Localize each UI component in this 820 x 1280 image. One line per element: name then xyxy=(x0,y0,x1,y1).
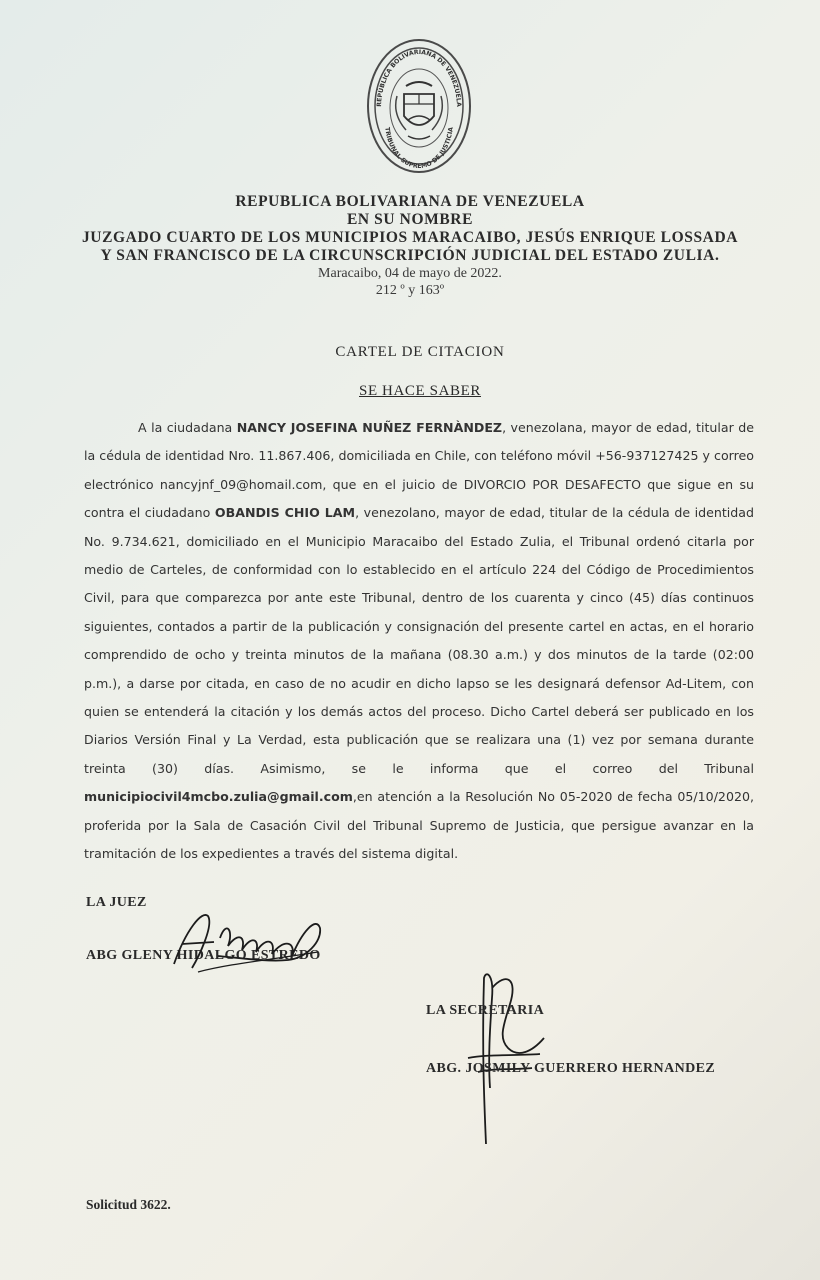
header-years: 212 º y 163º xyxy=(375,283,445,298)
plaintiff-name: OBANDIS CHIO LAM xyxy=(214,505,356,521)
document-header xyxy=(40,193,780,299)
court-email: municipiocivil4mcbo.zulia@gmail.com xyxy=(84,789,353,805)
header-court-name: JUZGADO CUARTO DE LOS MUNICIPIOS MARACAIBO, JESÚS ENRIQUE LOSSADA xyxy=(81,229,739,246)
request-number: Solicitud 3622. xyxy=(86,1197,171,1212)
header-en-su-nombre: EN SU NOMBRE xyxy=(346,211,474,228)
court-seal-icon xyxy=(364,36,474,176)
header-country: REPUBLICA BOLIVARIANA DE VENEZUELA xyxy=(235,193,585,210)
judge-signature xyxy=(168,902,338,987)
judge-name: ABG GLENY HIDALGO ESTREDO xyxy=(86,948,321,963)
defendant-name: NANCY JOSEFINA NUÑEZ FERNÀNDEZ xyxy=(236,420,503,435)
judge-title: LA JUEZ xyxy=(86,895,147,910)
secretary-name: ABG. JOSMILY GUERRERO HERNANDEZ xyxy=(426,1061,716,1076)
body-part-4: ,en atención a la Resolución No 05-2020 de fecha 05/10/2020, proferida por la Sala de Casación Civil del Tribunal Supremo de Justicia, que persigue avanzar en la tramitación de los expedientes a través del sistema digital. xyxy=(84,789,754,862)
document-body xyxy=(84,414,754,869)
header-jurisdiction: Y SAN FRANCISCO DE LA CIRCUNSCRIPCIÓN JUDICIAL DEL ESTADO ZULIA. xyxy=(100,247,720,264)
seal-bottom-text: TRIBUNAL SUPREMO DE JUSTICIA xyxy=(383,126,455,171)
document-subtitle: SE HACE SABER xyxy=(359,383,481,399)
body-part-1: A la ciudadana xyxy=(138,420,237,435)
body-part-3: , venezolano, mayor de edad, titular de la cédula de identidad No. 9.734.621, domiciliado en el Municipio Maracaibo del Estado Zulia, el Tribunal ordenó citarla por medio de Carteles, de conformidad con lo establecido en el artículo 224 del Código de Procedimientos Civil, para que comparezca por ante este Tribunal, dentro de los cuarenta y cinco (45) días continuos siguientes, contados a partir de la publicación y consignación del presente cartel en actas, en el horario comprendido de ocho y treinta minutos de la mañana (08.30 a.m.) y dos minutos de la tarde (02:00 p.m.), a darse por citada, en caso de no acudir en dicho lapso se les designará defensor Ad-Litem, con quien se entenderá la citación y los demás actos del proceso. Dicho Cartel deberá ser publicado en los Diarios Versión Final y La Verdad, esta publicación que se realizara una (1) vez por semana durante treinta (30) días. Asimismo, se le informa que el correo del Tribunal xyxy=(84,505,755,776)
document-title: CARTEL DE CITACION xyxy=(335,344,505,360)
body-part-2: , venezolana, mayor de edad, titular de la cédula de identidad Nro. 11.867.406, domiciliada en Chile, con teléfono móvil +56-937127425 y correo electrónico nancyjnf_09@homail.com, que en el juicio de DIVORCIO POR DESAFECTO que sigue en su contra el ciudadano xyxy=(84,420,754,521)
header-date: Maracaibo, 04 de mayo de 2022. xyxy=(318,266,502,281)
seal-top-text: REPÚBLICA BOLIVARIANA DE VENEZUELA xyxy=(375,48,463,107)
secretary-title: LA SECRETARIA xyxy=(426,1003,545,1018)
